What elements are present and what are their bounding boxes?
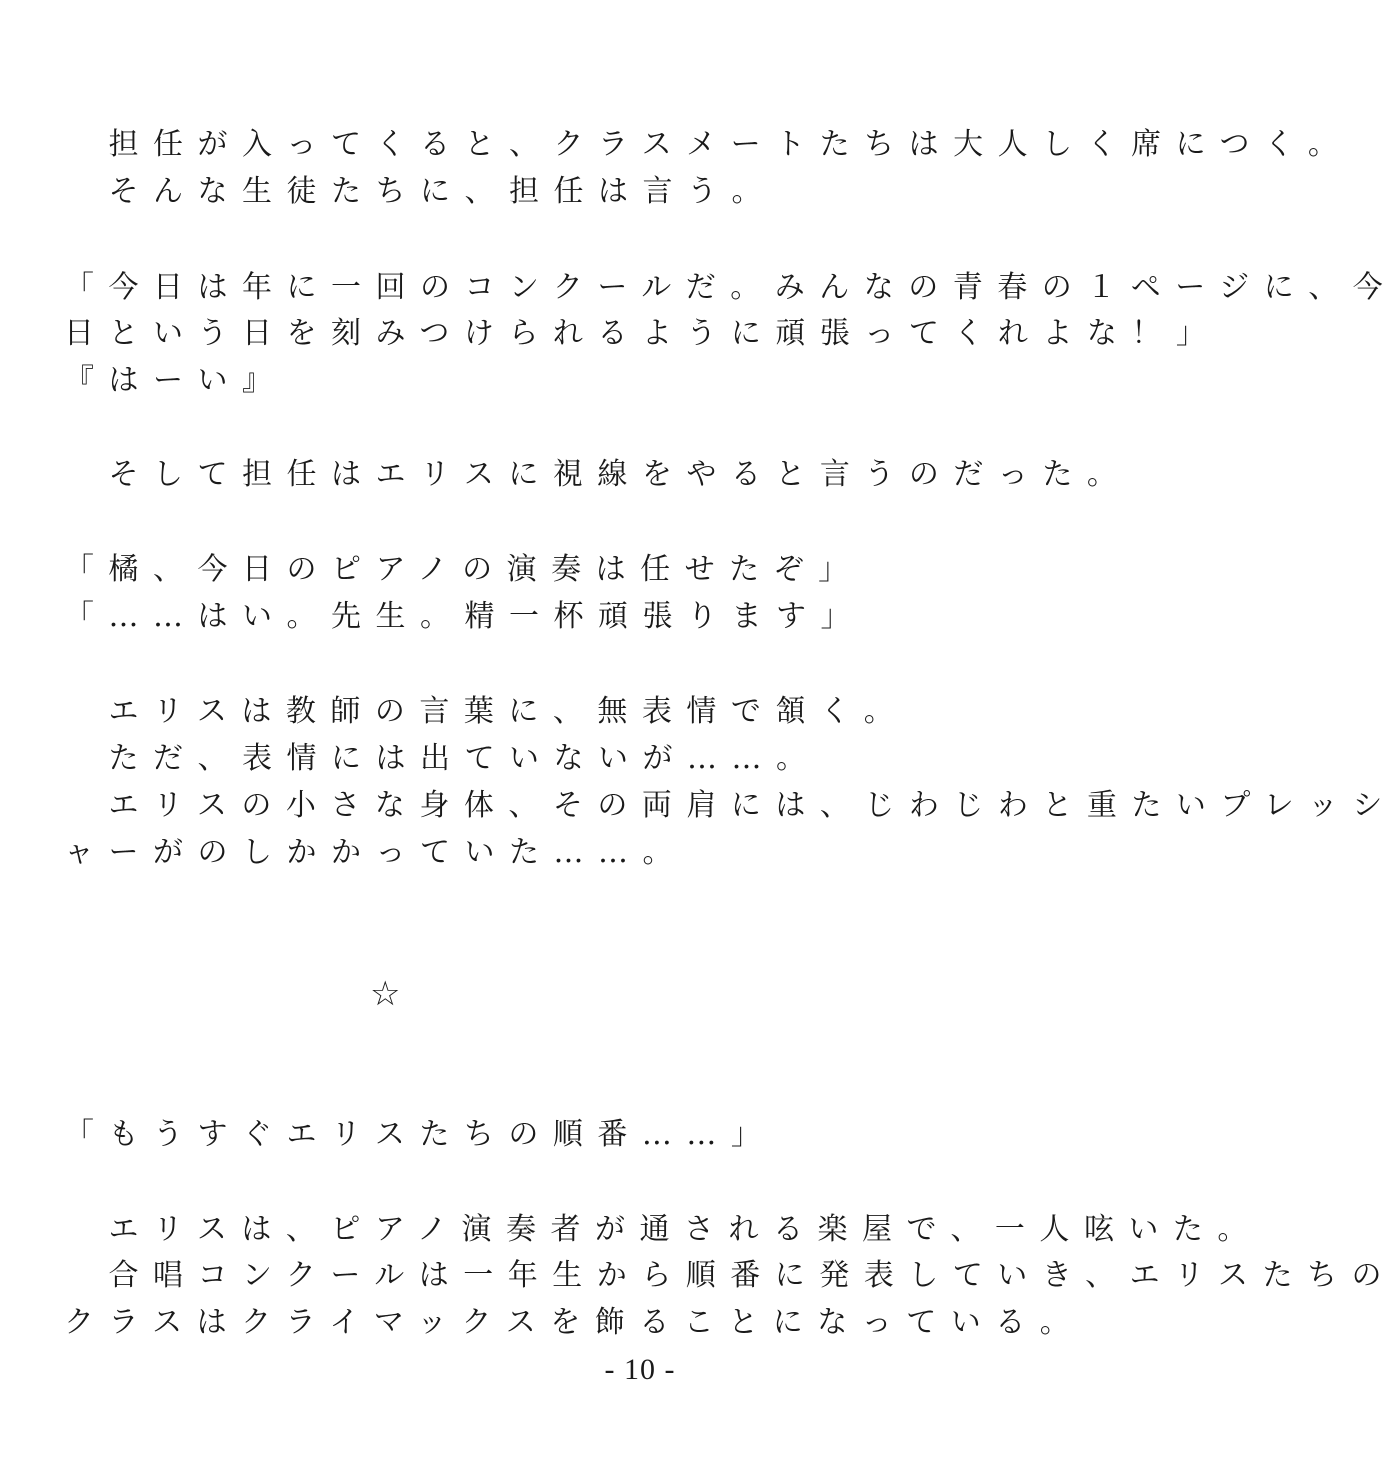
text-line: 『はーい』 bbox=[64, 363, 287, 398]
text-line: そして担任はエリスに視線をやると言うのだった。 bbox=[64, 457, 1132, 492]
text-line: 「もうすぐエリスたちの順番……」 bbox=[64, 1117, 776, 1152]
text-line: エリスの小さな身体、その両肩には、じわじわと重たいプレッシ bbox=[64, 788, 1397, 823]
text-line: 合唱コンクールは一年生から順番に発表していき、エリスたちの bbox=[64, 1258, 1396, 1293]
text-line: 担任が入ってくると、クラスメートたちは大人しく席につく。 bbox=[64, 127, 1353, 162]
text-line: 「……はい。先生。精一杯頑張ります」 bbox=[64, 599, 865, 634]
text-line: エリスは、ピアノ演奏者が通される楽屋で、一人呟いた。 bbox=[64, 1212, 1262, 1247]
page-number: - 10 - bbox=[604, 1353, 676, 1386]
text-line: 「今日は年に一回のコンクールだ。みんなの青春の１ページに、今 bbox=[64, 270, 1397, 305]
text-line: 日という日を刻みつけられるように頑張ってくれよな！」 bbox=[64, 316, 1221, 351]
text-line: エリスは教師の言葉に、無表情で頷く。 bbox=[64, 694, 909, 729]
text-line: 「橘、今日のピアノの演奏は任せたぞ」 bbox=[64, 552, 863, 587]
text-line: そんな生徒たちに、担任は言う。 bbox=[64, 174, 776, 209]
text-line: ャーがのしかかっていた……。 bbox=[64, 835, 687, 870]
text-line: クラスはクライマックスを飾ることになっている。 bbox=[64, 1305, 1085, 1340]
scene-break-star: ☆ bbox=[370, 974, 401, 1014]
text-line: ただ、表情には出ていないが……。 bbox=[64, 741, 821, 776]
